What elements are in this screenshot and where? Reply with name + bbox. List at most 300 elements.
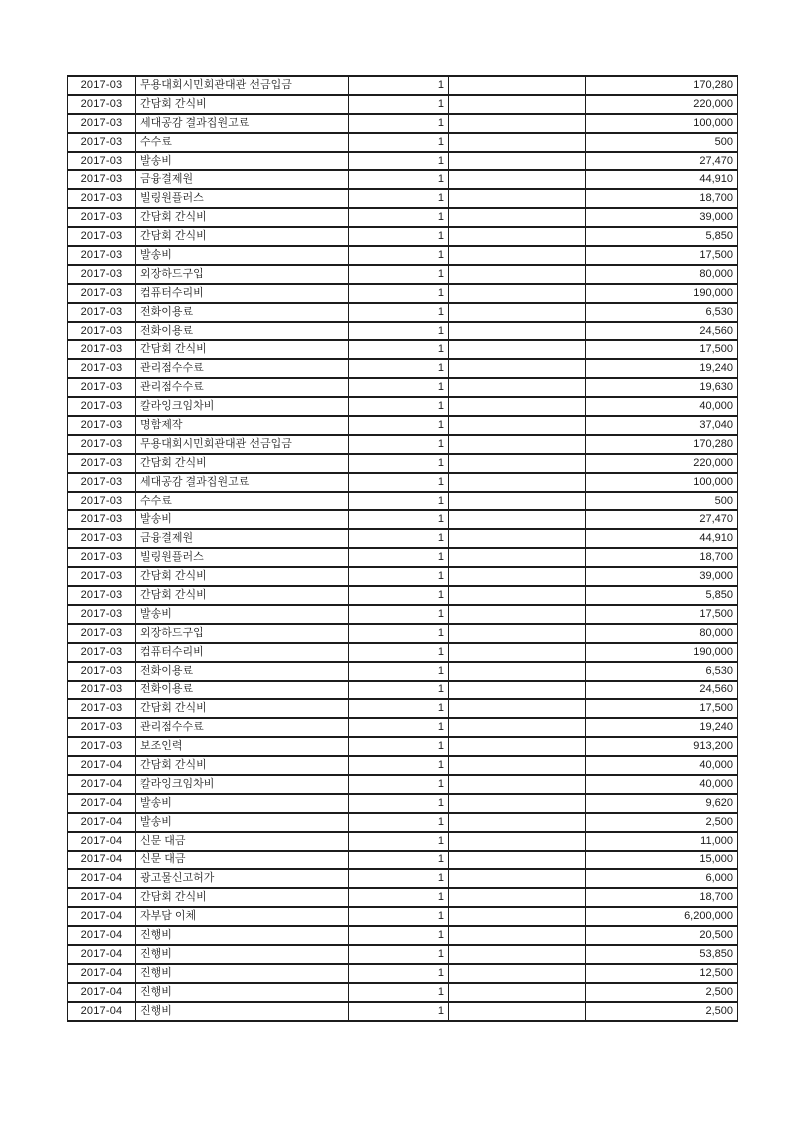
date-cell: 2017-03 (68, 246, 136, 265)
description-cell: 외장하드구입 (136, 265, 349, 284)
description-cell: 발송비 (136, 605, 349, 624)
amount-cell: 2,500 (586, 983, 738, 1002)
description-cell: 간담회 간식비 (136, 340, 349, 359)
description-cell: 수수료 (136, 133, 349, 152)
table-row (68, 473, 738, 492)
date-cell: 2017-03 (68, 548, 136, 567)
empty-cell (449, 718, 586, 737)
amount-cell: 500 (586, 133, 738, 152)
amount-cell: 100,000 (586, 114, 738, 133)
quantity-cell: 1 (349, 170, 449, 189)
empty-cell (449, 473, 586, 492)
amount-cell: 17,500 (586, 340, 738, 359)
amount-cell: 18,700 (586, 189, 738, 208)
amount-cell: 27,470 (586, 510, 738, 529)
amount-cell: 19,240 (586, 718, 738, 737)
empty-cell (449, 227, 586, 246)
table-row (68, 794, 738, 813)
date-cell: 2017-03 (68, 681, 136, 700)
amount-cell: 6,000 (586, 869, 738, 888)
date-cell: 2017-04 (68, 1002, 136, 1021)
table-row (68, 832, 738, 851)
table-row (68, 170, 738, 189)
date-cell: 2017-04 (68, 888, 136, 907)
quantity-cell: 1 (349, 586, 449, 605)
table-row (68, 95, 738, 114)
empty-cell (449, 397, 586, 416)
empty-cell (449, 1002, 586, 1021)
empty-cell (449, 114, 586, 133)
quantity-cell: 1 (349, 851, 449, 870)
description-cell: 관리점수수료 (136, 359, 349, 378)
empty-cell (449, 756, 586, 775)
description-cell: 간담회 간식비 (136, 227, 349, 246)
description-cell: 간담회 간식비 (136, 95, 349, 114)
quantity-cell: 1 (349, 1002, 449, 1021)
quantity-cell: 1 (349, 964, 449, 983)
empty-cell (449, 208, 586, 227)
description-cell: 진행비 (136, 983, 349, 1002)
empty-cell (449, 510, 586, 529)
table-row (68, 246, 738, 265)
description-cell: 신문 대금 (136, 832, 349, 851)
date-cell: 2017-04 (68, 851, 136, 870)
table-row (68, 397, 738, 416)
quantity-cell: 1 (349, 832, 449, 851)
empty-cell (449, 832, 586, 851)
amount-cell: 24,560 (586, 681, 738, 700)
amount-cell: 170,280 (586, 435, 738, 454)
table-row (68, 605, 738, 624)
table-row (68, 737, 738, 756)
empty-cell (449, 983, 586, 1002)
empty-cell (449, 926, 586, 945)
amount-cell: 40,000 (586, 756, 738, 775)
date-cell: 2017-04 (68, 813, 136, 832)
table-row (68, 718, 738, 737)
description-cell: 무용대회시민회관대관 선금입금 (136, 76, 349, 95)
description-cell: 빌링원플러스 (136, 548, 349, 567)
empty-cell (449, 284, 586, 303)
amount-cell: 17,500 (586, 699, 738, 718)
amount-cell: 100,000 (586, 473, 738, 492)
date-cell: 2017-04 (68, 907, 136, 926)
table-row (68, 586, 738, 605)
table-row (68, 945, 738, 964)
empty-cell (449, 152, 586, 171)
quantity-cell: 1 (349, 246, 449, 265)
date-cell: 2017-03 (68, 529, 136, 548)
description-cell: 간담회 간식비 (136, 567, 349, 586)
empty-cell (449, 322, 586, 341)
amount-cell: 80,000 (586, 624, 738, 643)
description-cell: 수수료 (136, 492, 349, 511)
description-cell: 진행비 (136, 1002, 349, 1021)
table-row (68, 567, 738, 586)
amount-cell: 53,850 (586, 945, 738, 964)
empty-cell (449, 567, 586, 586)
quantity-cell: 1 (349, 133, 449, 152)
quantity-cell: 1 (349, 624, 449, 643)
amount-cell: 40,000 (586, 397, 738, 416)
date-cell: 2017-04 (68, 756, 136, 775)
table-row (68, 813, 738, 832)
table-row (68, 643, 738, 662)
quantity-cell: 1 (349, 605, 449, 624)
date-cell: 2017-04 (68, 775, 136, 794)
amount-cell: 40,000 (586, 775, 738, 794)
empty-cell (449, 662, 586, 681)
quantity-cell: 1 (349, 775, 449, 794)
date-cell: 2017-03 (68, 699, 136, 718)
date-cell: 2017-03 (68, 95, 136, 114)
description-cell: 전화이용료 (136, 303, 349, 322)
empty-cell (449, 492, 586, 511)
empty-cell (449, 529, 586, 548)
empty-cell (449, 699, 586, 718)
quantity-cell: 1 (349, 76, 449, 95)
empty-cell (449, 851, 586, 870)
date-cell: 2017-03 (68, 152, 136, 171)
amount-cell: 12,500 (586, 964, 738, 983)
description-cell: 컴퓨터수리비 (136, 284, 349, 303)
description-cell: 명함제작 (136, 416, 349, 435)
quantity-cell: 1 (349, 718, 449, 737)
amount-cell: 20,500 (586, 926, 738, 945)
quantity-cell: 1 (349, 208, 449, 227)
date-cell: 2017-04 (68, 926, 136, 945)
quantity-cell: 1 (349, 303, 449, 322)
quantity-cell: 1 (349, 189, 449, 208)
description-cell: 보조인력 (136, 737, 349, 756)
table-row (68, 454, 738, 473)
date-cell: 2017-03 (68, 624, 136, 643)
quantity-cell: 1 (349, 95, 449, 114)
expense-table-body (68, 76, 738, 1021)
date-cell: 2017-03 (68, 567, 136, 586)
amount-cell: 220,000 (586, 95, 738, 114)
date-cell: 2017-03 (68, 340, 136, 359)
description-cell: 진행비 (136, 964, 349, 983)
date-cell: 2017-04 (68, 794, 136, 813)
description-cell: 발송비 (136, 152, 349, 171)
amount-cell: 80,000 (586, 265, 738, 284)
date-cell: 2017-03 (68, 510, 136, 529)
quantity-cell: 1 (349, 340, 449, 359)
table-row (68, 964, 738, 983)
quantity-cell: 1 (349, 548, 449, 567)
date-cell: 2017-03 (68, 303, 136, 322)
quantity-cell: 1 (349, 227, 449, 246)
description-cell: 발송비 (136, 794, 349, 813)
quantity-cell: 1 (349, 529, 449, 548)
table-row (68, 189, 738, 208)
description-cell: 발송비 (136, 246, 349, 265)
amount-cell: 190,000 (586, 284, 738, 303)
date-cell: 2017-03 (68, 586, 136, 605)
empty-cell (449, 454, 586, 473)
amount-cell: 6,200,000 (586, 907, 738, 926)
table-row (68, 662, 738, 681)
amount-cell: 19,240 (586, 359, 738, 378)
date-cell: 2017-03 (68, 737, 136, 756)
quantity-cell: 1 (349, 473, 449, 492)
description-cell: 컴퓨터수리비 (136, 643, 349, 662)
quantity-cell: 1 (349, 152, 449, 171)
quantity-cell: 1 (349, 662, 449, 681)
table-row (68, 1002, 738, 1021)
amount-cell: 2,500 (586, 1002, 738, 1021)
quantity-cell: 1 (349, 681, 449, 700)
date-cell: 2017-03 (68, 189, 136, 208)
description-cell: 간담회 간식비 (136, 454, 349, 473)
date-cell: 2017-03 (68, 284, 136, 303)
date-cell: 2017-03 (68, 397, 136, 416)
table-row (68, 510, 738, 529)
date-cell: 2017-03 (68, 227, 136, 246)
description-cell: 신문 대금 (136, 851, 349, 870)
table-row (68, 492, 738, 511)
date-cell: 2017-03 (68, 133, 136, 152)
empty-cell (449, 794, 586, 813)
quantity-cell: 1 (349, 983, 449, 1002)
amount-cell: 190,000 (586, 643, 738, 662)
quantity-cell: 1 (349, 510, 449, 529)
empty-cell (449, 907, 586, 926)
amount-cell: 5,850 (586, 586, 738, 605)
empty-cell (449, 888, 586, 907)
date-cell: 2017-03 (68, 454, 136, 473)
quantity-cell: 1 (349, 492, 449, 511)
empty-cell (449, 435, 586, 454)
table-row (68, 548, 738, 567)
expense-table (67, 75, 738, 1022)
table-row (68, 322, 738, 341)
date-cell: 2017-03 (68, 322, 136, 341)
date-cell: 2017-03 (68, 170, 136, 189)
description-cell: 외장하드구입 (136, 624, 349, 643)
description-cell: 간담회 간식비 (136, 756, 349, 775)
table-row (68, 888, 738, 907)
table-row (68, 133, 738, 152)
quantity-cell: 1 (349, 756, 449, 775)
table-row (68, 284, 738, 303)
amount-cell: 15,000 (586, 851, 738, 870)
amount-cell: 44,910 (586, 170, 738, 189)
quantity-cell: 1 (349, 869, 449, 888)
table-row (68, 359, 738, 378)
amount-cell: 6,530 (586, 662, 738, 681)
empty-cell (449, 76, 586, 95)
amount-cell: 44,910 (586, 529, 738, 548)
quantity-cell: 1 (349, 454, 449, 473)
quantity-cell: 1 (349, 643, 449, 662)
amount-cell: 2,500 (586, 813, 738, 832)
table-row (68, 681, 738, 700)
date-cell: 2017-03 (68, 359, 136, 378)
date-cell: 2017-04 (68, 983, 136, 1002)
description-cell: 관리점수수료 (136, 718, 349, 737)
date-cell: 2017-03 (68, 114, 136, 133)
date-cell: 2017-03 (68, 492, 136, 511)
description-cell: 무용대회시민회관대관 선금입금 (136, 435, 349, 454)
table-row (68, 227, 738, 246)
table-row (68, 775, 738, 794)
amount-cell: 9,620 (586, 794, 738, 813)
date-cell: 2017-03 (68, 378, 136, 397)
amount-cell: 37,040 (586, 416, 738, 435)
amount-cell: 19,630 (586, 378, 738, 397)
quantity-cell: 1 (349, 435, 449, 454)
amount-cell: 11,000 (586, 832, 738, 851)
quantity-cell: 1 (349, 699, 449, 718)
quantity-cell: 1 (349, 397, 449, 416)
description-cell: 빌링원플러스 (136, 189, 349, 208)
table-row (68, 529, 738, 548)
description-cell: 간담회 간식비 (136, 586, 349, 605)
description-cell: 진행비 (136, 926, 349, 945)
amount-cell: 39,000 (586, 567, 738, 586)
table-row (68, 435, 738, 454)
table-row (68, 756, 738, 775)
date-cell: 2017-03 (68, 265, 136, 284)
table-row (68, 926, 738, 945)
description-cell: 세대공감 결과집원고료 (136, 473, 349, 492)
description-cell: 진행비 (136, 945, 349, 964)
description-cell: 자부담 이체 (136, 907, 349, 926)
empty-cell (449, 548, 586, 567)
empty-cell (449, 133, 586, 152)
empty-cell (449, 265, 586, 284)
empty-cell (449, 624, 586, 643)
date-cell: 2017-03 (68, 76, 136, 95)
table-row (68, 851, 738, 870)
amount-cell: 500 (586, 492, 738, 511)
description-cell: 간담회 간식비 (136, 699, 349, 718)
quantity-cell: 1 (349, 567, 449, 586)
empty-cell (449, 340, 586, 359)
quantity-cell: 1 (349, 114, 449, 133)
quantity-cell: 1 (349, 888, 449, 907)
description-cell: 전화이용료 (136, 662, 349, 681)
empty-cell (449, 170, 586, 189)
description-cell: 간담회 간식비 (136, 208, 349, 227)
date-cell: 2017-04 (68, 832, 136, 851)
date-cell: 2017-04 (68, 869, 136, 888)
empty-cell (449, 945, 586, 964)
empty-cell (449, 681, 586, 700)
amount-cell: 6,530 (586, 303, 738, 322)
quantity-cell: 1 (349, 359, 449, 378)
amount-cell: 27,470 (586, 152, 738, 171)
quantity-cell: 1 (349, 907, 449, 926)
amount-cell: 17,500 (586, 605, 738, 624)
amount-cell: 39,000 (586, 208, 738, 227)
quantity-cell: 1 (349, 378, 449, 397)
amount-cell: 220,000 (586, 454, 738, 473)
quantity-cell: 1 (349, 284, 449, 303)
empty-cell (449, 737, 586, 756)
table-row (68, 152, 738, 171)
description-cell: 발송비 (136, 813, 349, 832)
description-cell: 칼라잉크임차비 (136, 775, 349, 794)
table-row (68, 340, 738, 359)
amount-cell: 18,700 (586, 548, 738, 567)
amount-cell: 24,560 (586, 322, 738, 341)
date-cell: 2017-04 (68, 945, 136, 964)
quantity-cell: 1 (349, 322, 449, 341)
date-cell: 2017-03 (68, 473, 136, 492)
table-row (68, 416, 738, 435)
description-cell: 발송비 (136, 510, 349, 529)
empty-cell (449, 586, 586, 605)
empty-cell (449, 964, 586, 983)
quantity-cell: 1 (349, 926, 449, 945)
table-row (68, 869, 738, 888)
table-row (68, 114, 738, 133)
empty-cell (449, 416, 586, 435)
amount-cell: 170,280 (586, 76, 738, 95)
amount-cell: 913,200 (586, 737, 738, 756)
quantity-cell: 1 (349, 265, 449, 284)
table-row (68, 699, 738, 718)
amount-cell: 18,700 (586, 888, 738, 907)
description-cell: 전화이용료 (136, 322, 349, 341)
amount-cell: 5,850 (586, 227, 738, 246)
empty-cell (449, 813, 586, 832)
table-row (68, 378, 738, 397)
description-cell: 금융결제원 (136, 170, 349, 189)
table-row (68, 303, 738, 322)
empty-cell (449, 359, 586, 378)
table-row (68, 208, 738, 227)
date-cell: 2017-03 (68, 435, 136, 454)
description-cell: 광고물신고허가 (136, 869, 349, 888)
table-row (68, 983, 738, 1002)
empty-cell (449, 246, 586, 265)
empty-cell (449, 303, 586, 322)
quantity-cell: 1 (349, 945, 449, 964)
table-row (68, 907, 738, 926)
description-cell: 칼라잉크임차비 (136, 397, 349, 416)
description-cell: 세대공감 결과집원고료 (136, 114, 349, 133)
quantity-cell: 1 (349, 737, 449, 756)
table-row (68, 624, 738, 643)
quantity-cell: 1 (349, 416, 449, 435)
empty-cell (449, 605, 586, 624)
quantity-cell: 1 (349, 813, 449, 832)
empty-cell (449, 775, 586, 794)
empty-cell (449, 378, 586, 397)
description-cell: 관리점수수료 (136, 378, 349, 397)
empty-cell (449, 869, 586, 888)
empty-cell (449, 95, 586, 114)
amount-cell: 17,500 (586, 246, 738, 265)
description-cell: 전화이용료 (136, 681, 349, 700)
date-cell: 2017-04 (68, 964, 136, 983)
empty-cell (449, 189, 586, 208)
date-cell: 2017-03 (68, 662, 136, 681)
date-cell: 2017-03 (68, 208, 136, 227)
date-cell: 2017-03 (68, 643, 136, 662)
date-cell: 2017-03 (68, 605, 136, 624)
quantity-cell: 1 (349, 794, 449, 813)
description-cell: 금융결제원 (136, 529, 349, 548)
table-row (68, 265, 738, 284)
date-cell: 2017-03 (68, 718, 136, 737)
table-row (68, 76, 738, 95)
description-cell: 간담회 간식비 (136, 888, 349, 907)
